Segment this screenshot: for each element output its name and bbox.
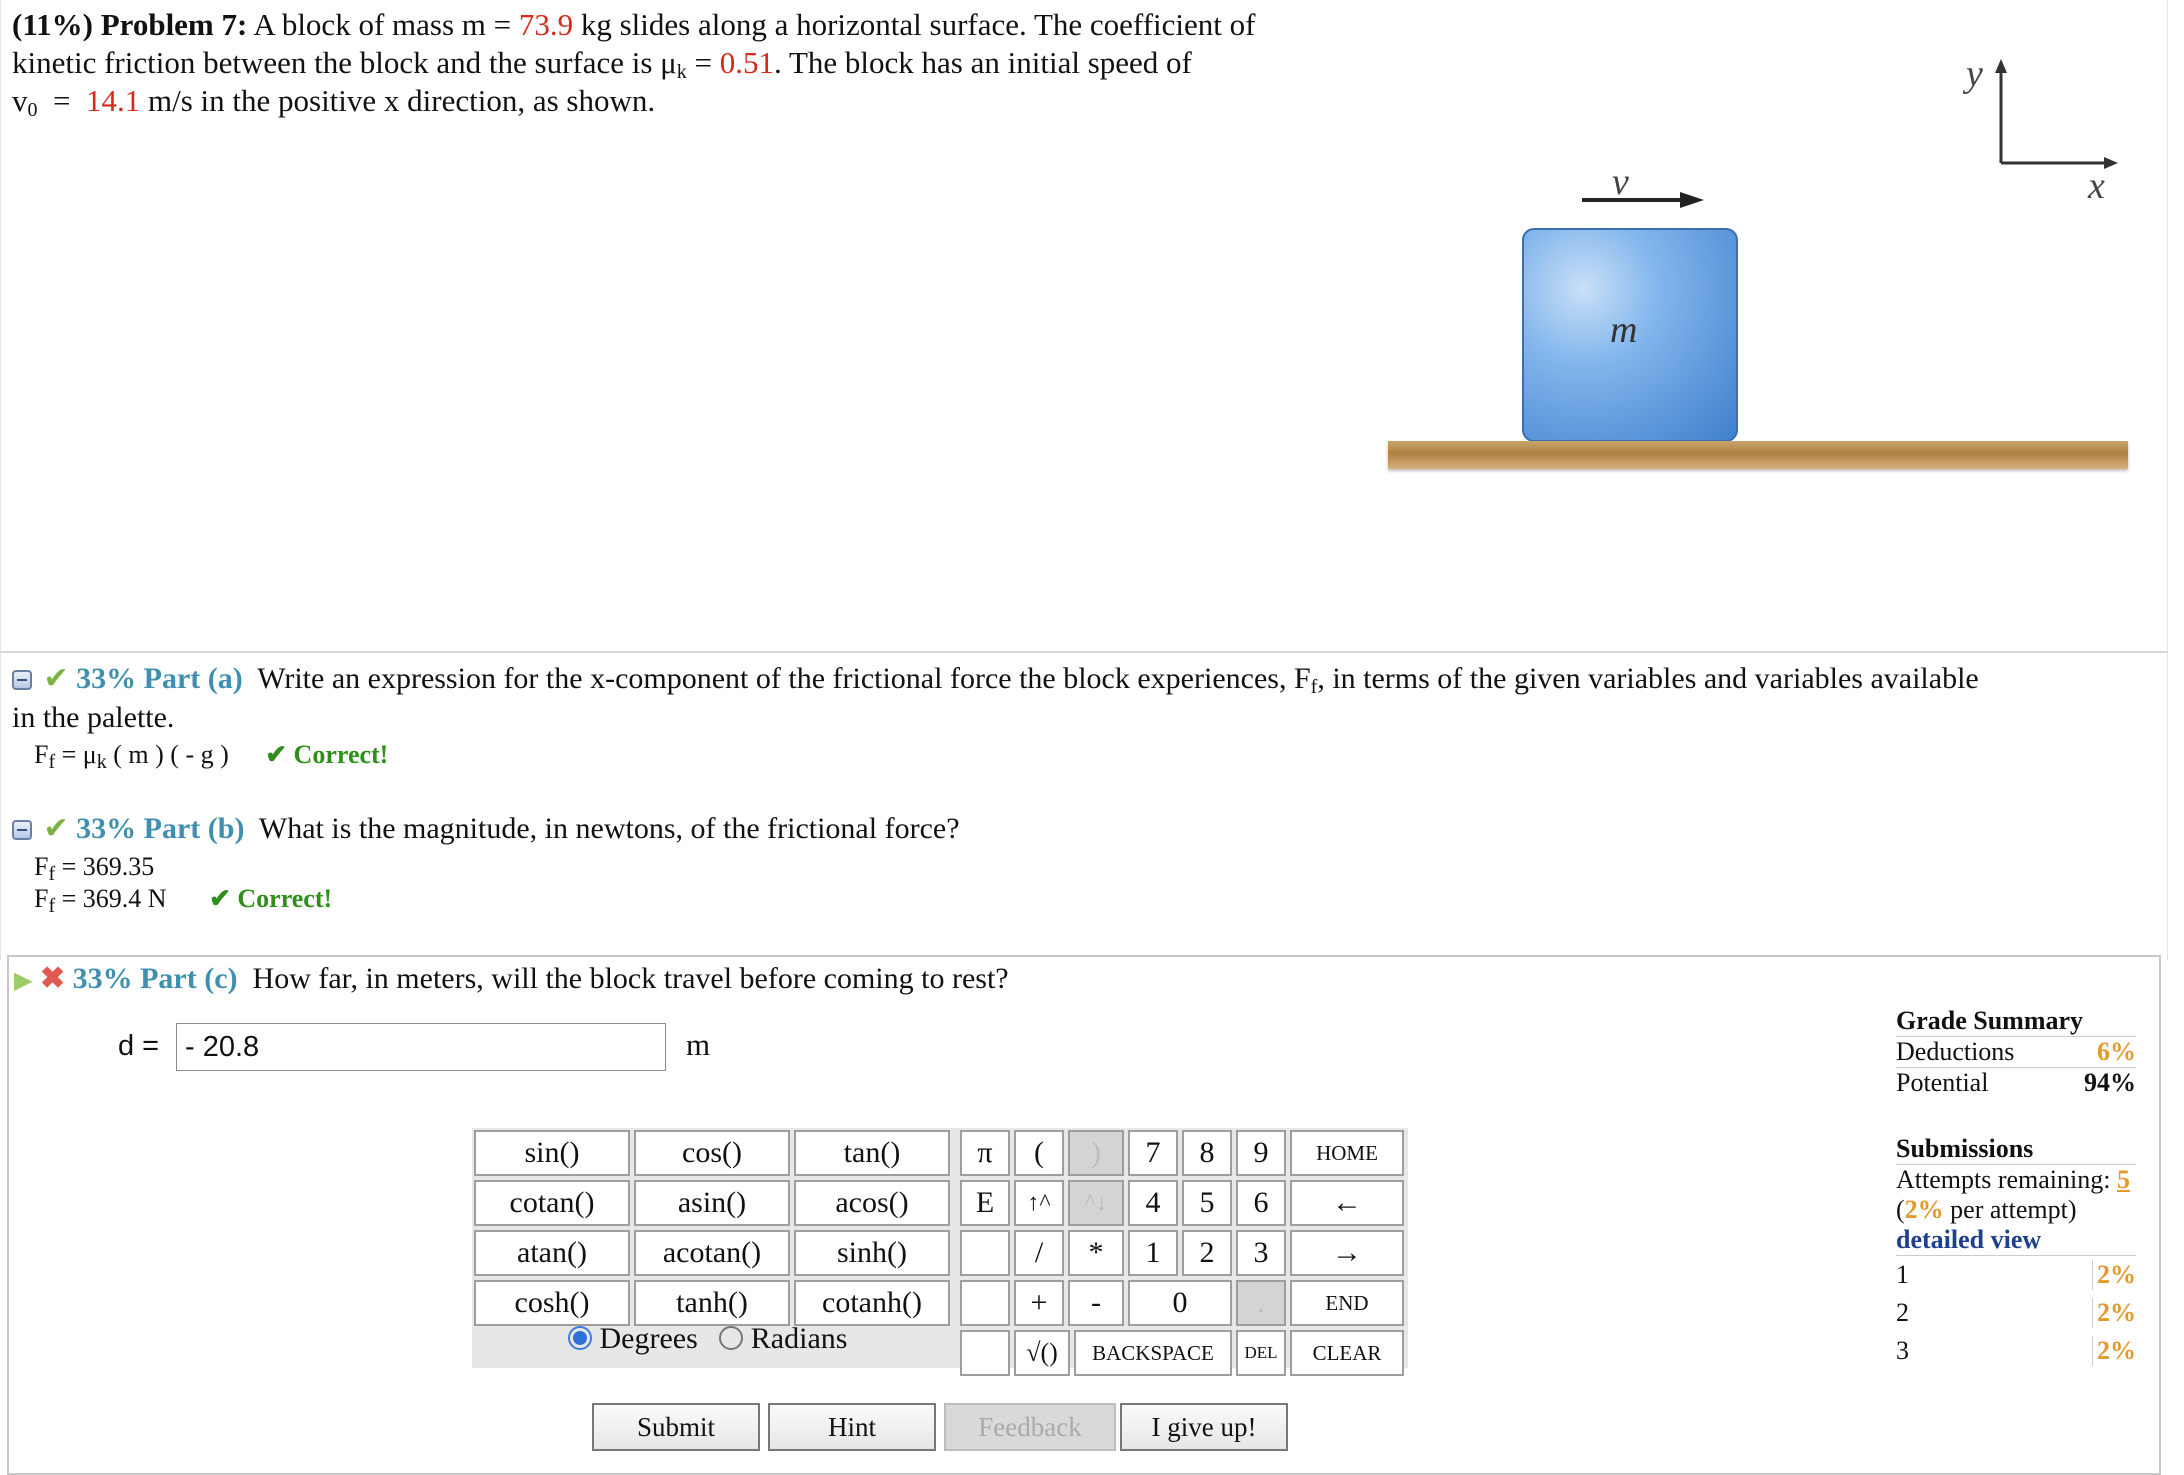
- potential-row: [1896, 1068, 2136, 1098]
- problem-text-1a: A block of mass m =: [253, 7, 519, 42]
- key-5[interactable]: 5: [1182, 1180, 1232, 1226]
- blank-key: [960, 1280, 1010, 1326]
- problem-text-2a: kinetic friction between the block and the surface is μ: [12, 45, 677, 80]
- part-b-question: What is the magnitude, in newtons, of the frictional force?: [258, 812, 960, 845]
- submission-number: 2: [1896, 1298, 1909, 1327]
- right-arrow-key[interactable]: →: [1290, 1230, 1404, 1276]
- deductions-label: Deductions: [1896, 1037, 2015, 1066]
- incorrect-icon: ✖: [39, 962, 66, 995]
- part-a-question-1: Write an expression for the x-component of the frictional force the block experiences, F: [257, 662, 1311, 695]
- part-b-lhs: F: [34, 884, 49, 913]
- attempts-label: Attempts remaining:: [1896, 1165, 2117, 1194]
- function-key-acotan[interactable]: acotan(): [634, 1230, 790, 1276]
- grade-summary-title: Grade Summary: [1896, 1006, 2136, 1037]
- problem-text-1b: kg slides along a horizontal surface. The coefficient of: [573, 7, 1256, 42]
- problem-title: Problem 7:: [100, 7, 248, 42]
- part-b-label: Part (b): [143, 812, 245, 845]
- part-c-question: How far, in meters, will the block travel before coming to rest?: [252, 962, 1009, 995]
- problem-percent: (11%): [12, 7, 93, 42]
- submission-value: 2%: [2092, 1260, 2136, 1290]
- check-icon: ✔: [43, 662, 69, 695]
- radians-radio[interactable]: [719, 1326, 743, 1350]
- key-3[interactable]: 3: [1236, 1230, 1286, 1276]
- submission-value: 2%: [2092, 1298, 2136, 1328]
- key-0[interactable]: 0: [1128, 1280, 1232, 1326]
- part-b-value-1: = 369.35: [55, 852, 155, 881]
- angle-mode: [568, 1322, 847, 1356]
- blank-key: [960, 1330, 1010, 1376]
- part-b-lhs: F: [34, 852, 49, 881]
- decimal-key[interactable]: .: [1236, 1280, 1286, 1326]
- sqrt-key[interactable]: √(): [1014, 1330, 1070, 1376]
- del-key[interactable]: DEL: [1236, 1330, 1286, 1376]
- floor-surface: [1388, 441, 2128, 469]
- part-a-answer-mid: = μ: [55, 740, 97, 769]
- key-4[interactable]: 4: [1128, 1180, 1178, 1226]
- submission-number: 3: [1896, 1336, 1909, 1365]
- part-a-answer-rhs: ( m ) ( - g ): [106, 740, 229, 769]
- open-paren-key[interactable]: (: [1014, 1130, 1064, 1176]
- per-attempt: [1896, 1195, 2136, 1225]
- right-border: [2167, 0, 2168, 960]
- part-b-section: [12, 810, 960, 848]
- submission-value: 2%: [2092, 1336, 2136, 1366]
- home-key[interactable]: HOME: [1290, 1130, 1404, 1176]
- part-b-value-2: = 369.4 N: [55, 884, 167, 913]
- submissions-title: Submissions: [1896, 1134, 2136, 1165]
- end-key[interactable]: END: [1290, 1280, 1404, 1326]
- function-key-sinh[interactable]: sinh(): [794, 1230, 950, 1276]
- part-a-status: ✔ Correct!: [265, 740, 389, 769]
- problem-text-3a: v: [12, 83, 28, 118]
- expand-icon[interactable]: ▶: [14, 968, 33, 994]
- problem-text-3b: m/s in the positive x direction, as shown.: [140, 83, 656, 118]
- submission-row: [1896, 1294, 2136, 1332]
- mu-subscript: k: [676, 61, 687, 83]
- per-attempt-rest: per attempt): [1943, 1195, 2077, 1224]
- function-key-sin[interactable]: sin(): [474, 1130, 630, 1176]
- attempts-remaining: [1896, 1165, 2136, 1195]
- part-b-lhs-sub: f: [48, 895, 56, 917]
- submission-row: [1896, 1256, 2136, 1294]
- function-key-cotanh[interactable]: cotanh(): [794, 1280, 950, 1326]
- part-a-answer-lhs: F: [34, 740, 49, 769]
- part-a-percent: 33%: [76, 662, 137, 695]
- part-a-section: [12, 660, 2162, 698]
- part-c-label: Part (c): [140, 962, 238, 995]
- key-1[interactable]: 1: [1128, 1230, 1178, 1276]
- function-key-cos[interactable]: cos(): [634, 1130, 790, 1176]
- part-a-answer-k: k: [96, 751, 107, 773]
- part-a-answer: [34, 740, 389, 773]
- multiply-key[interactable]: *: [1068, 1230, 1124, 1276]
- key-7[interactable]: 7: [1128, 1130, 1178, 1176]
- part-a-question-sub: f: [1310, 676, 1318, 698]
- key-6[interactable]: 6: [1236, 1180, 1286, 1226]
- collapse-icon[interactable]: [12, 670, 32, 690]
- slash-key[interactable]: /: [1014, 1230, 1064, 1276]
- part-a-question-2: , in terms of the given variables and variables available: [1317, 662, 1979, 695]
- mass-label: m: [1610, 309, 1638, 351]
- v0-value: 14.1: [85, 83, 141, 118]
- potential-label: Potential: [1896, 1068, 1989, 1097]
- function-key-asin[interactable]: asin(): [634, 1180, 790, 1226]
- left-arrow-key[interactable]: ←: [1290, 1180, 1404, 1226]
- per-attempt-open: (: [1896, 1195, 1905, 1224]
- potential-value: 94%: [2084, 1068, 2136, 1097]
- plus-key[interactable]: +: [1014, 1280, 1064, 1326]
- answer-input[interactable]: [176, 1023, 666, 1071]
- submission-row: [1896, 1332, 2136, 1370]
- mass-value: 73.9: [518, 7, 574, 42]
- part-b-status: ✔ Correct!: [209, 884, 333, 913]
- part-c-section: [14, 960, 1009, 1000]
- grade-summary: [1896, 1006, 2136, 1370]
- y-axis-label: y: [1966, 53, 1983, 95]
- submit-button[interactable]: Submit: [592, 1403, 760, 1451]
- x-axis-label: x: [2088, 165, 2105, 207]
- problem-eq-2: =: [686, 45, 720, 80]
- deductions-row: [1896, 1037, 2136, 1068]
- unit-label: m: [686, 1027, 711, 1062]
- part-c-percent: 33%: [72, 962, 133, 995]
- degrees-label: Degrees: [599, 1322, 698, 1355]
- degrees-radio[interactable]: [568, 1326, 592, 1350]
- deductions-value: 6%: [2097, 1037, 2136, 1066]
- feedback-button[interactable]: Feedback: [944, 1403, 1116, 1451]
- submission-number: 1: [1896, 1260, 1909, 1289]
- function-key-cotan[interactable]: cotan(): [474, 1180, 630, 1226]
- function-key-cosh[interactable]: cosh(): [474, 1280, 630, 1326]
- function-key-acos[interactable]: acos(): [794, 1180, 950, 1226]
- hint-button[interactable]: Hint: [768, 1403, 936, 1451]
- blank-key: [960, 1230, 1010, 1276]
- function-key-tanh[interactable]: tanh(): [634, 1280, 790, 1326]
- axes-icon: [1990, 55, 2120, 170]
- close-paren-key[interactable]: ): [1068, 1130, 1124, 1176]
- collapse-icon[interactable]: [12, 820, 32, 840]
- part-a-answer-sub: f: [48, 751, 56, 773]
- velocity-arrow-icon: [1580, 190, 1705, 210]
- give-up-button[interactable]: I give up!: [1120, 1403, 1288, 1451]
- e-key[interactable]: E: [960, 1180, 1010, 1226]
- part-a-label: Part (a): [143, 662, 243, 695]
- up-arrow-key[interactable]: ↑^: [1014, 1180, 1064, 1226]
- velocity-label: v: [1612, 161, 1629, 203]
- backspace-key[interactable]: BACKSPACE: [1074, 1330, 1232, 1376]
- per-attempt-value: 2%: [1904, 1195, 1944, 1224]
- check-icon: ✔: [43, 812, 69, 845]
- d-variable-label: d =: [118, 1030, 160, 1062]
- pi-key[interactable]: π: [960, 1130, 1010, 1176]
- function-key-atan[interactable]: atan(): [474, 1230, 630, 1276]
- key-8[interactable]: 8: [1182, 1130, 1232, 1176]
- key-2[interactable]: 2: [1182, 1230, 1232, 1276]
- part-a-question-line2: in the palette.: [12, 701, 175, 734]
- problem-eq-3: =: [37, 83, 86, 118]
- problem-statement: [12, 6, 1432, 120]
- part-b-lhs-sub: f: [48, 863, 56, 885]
- mu-value: 0.51: [719, 45, 775, 80]
- left-border: [0, 0, 1, 960]
- detailed-view-link[interactable]: detailed view: [1896, 1225, 2136, 1256]
- section-divider: [0, 651, 2168, 653]
- function-key-tan[interactable]: tan(): [794, 1130, 950, 1176]
- minus-key[interactable]: -: [1068, 1280, 1124, 1326]
- problem-text-2b: . The block has an initial speed of: [774, 45, 1192, 80]
- key-9[interactable]: 9: [1236, 1130, 1286, 1176]
- part-b-percent: 33%: [76, 812, 137, 845]
- v-subscript: 0: [27, 99, 38, 121]
- part-b-answer-2: [34, 884, 333, 917]
- attempts-value[interactable]: 5: [2116, 1165, 2130, 1194]
- down-arrow-key[interactable]: ^↓: [1068, 1180, 1124, 1226]
- radians-label: Radians: [750, 1322, 848, 1355]
- clear-key[interactable]: CLEAR: [1290, 1330, 1404, 1376]
- part-b-answer-1: [34, 852, 155, 885]
